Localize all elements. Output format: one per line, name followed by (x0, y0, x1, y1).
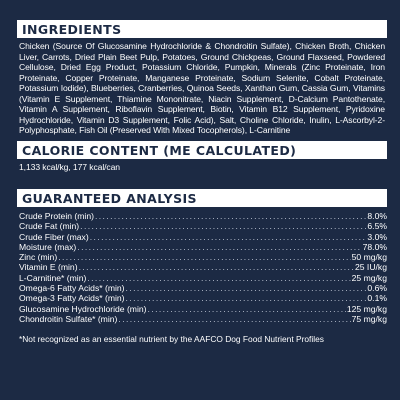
analysis-label: L-Carnitine* (min) (19, 272, 87, 283)
analysis-value: 75 mg/kg (351, 313, 387, 324)
leader-dots (87, 273, 350, 283)
analysis-row (19, 262, 387, 272)
leader-dots (58, 252, 350, 262)
analysis-heading: GUARANTEED ANALYSIS (17, 189, 387, 207)
analysis-row (19, 252, 387, 262)
leader-dots (126, 283, 367, 293)
analysis-row (19, 211, 387, 221)
leader-dots (118, 314, 350, 324)
analysis-row (19, 314, 387, 324)
analysis-table (17, 211, 387, 324)
leader-dots (126, 293, 367, 303)
analysis-row (19, 293, 387, 303)
analysis-label: Vitamin E (min) (19, 262, 78, 273)
analysis-value: 25 mg/kg (351, 272, 387, 283)
analysis-label: Chondroitin Sulfate* (min) (19, 313, 118, 324)
analysis-value: 78.0% (362, 241, 387, 252)
calorie-content: 1,133 kcal/kg, 177 kcal/can (19, 162, 120, 172)
analysis-section (17, 189, 387, 344)
analysis-value: 25 IU/kg (354, 262, 387, 273)
analysis-label: Crude Fiber (max) (19, 231, 89, 242)
aafco-footnote: *Not recognized as an essential nutrient by the AAFCO Dog Food Nutrient Profiles (19, 334, 324, 345)
analysis-label: Zinc (min) (19, 252, 58, 263)
leader-dots (90, 232, 367, 242)
leader-dots (95, 211, 366, 221)
ingredients-heading: INGREDIENTS (17, 20, 387, 38)
analysis-value: 50 mg/kg (351, 252, 387, 263)
calorie-section (17, 141, 387, 173)
analysis-value: 3.0% (367, 231, 387, 242)
leader-dots (79, 262, 354, 272)
leader-dots (77, 242, 361, 252)
analysis-value: 6.5% (367, 221, 387, 232)
analysis-label: Crude Protein (min) (19, 211, 94, 221)
analysis-label: Omega-3 Fatty Acids* (min) (19, 293, 125, 304)
analysis-value: 8.0% (367, 211, 387, 221)
calorie-heading: CALORIE CONTENT (ME CALCULATED) (17, 141, 387, 159)
leader-dots (148, 304, 346, 314)
ingredients-section (17, 20, 387, 136)
analysis-row (19, 221, 387, 231)
analysis-label: Glucosamine Hydrochloride (min) (19, 303, 147, 314)
analysis-row (19, 304, 387, 314)
analysis-row (19, 283, 387, 293)
analysis-label: Omega-6 Fatty Acids* (min) (19, 283, 125, 294)
analysis-label: Crude Fat (min) (19, 221, 80, 232)
analysis-label: Moisture (max) (19, 241, 77, 252)
analysis-row (19, 232, 387, 242)
ingredients-list: Chicken (Source Of Glucosamine Hydrochloride & Chondroitin Sulfate), Chicken Broth, Chicken Liver, Carrots, Dried Plain Beet Pulp, Potatoes, Ground Chickpeas, Ground Flaxseed, Powdered Cellulose, Dried Egg Product, Potassium Chloride, Pumpkin, Minerals (Zinc Proteinate, Iron Proteinate, Copper Proteinate, Manganese Proteinate, Sodium Selenite, Cobalt Proteinate, Potassium Iodide), Blueberries, Cranberries, Quinoa Seeds, Xanthan Gum, Cassia Gum, Vitamins (Vitamin E Supplement, Thiamine Mononitrate, Niacin Supplement, D-Calcium Pantothenate, Vitamin A Supplement, Riboflavin Supplement, Biotin, Vitamin B12 Supplement, Pyridoxine Hydrochloride, Vitamin D3 Supplement, Folic Acid), Salt, Choline Chloride, Inulin, L-Ascorbyl-2-Polyphosphate, Fish Oil (Preserved With Mixed Tocopherols), L-Carnitine (19, 41, 385, 135)
leader-dots (80, 221, 366, 231)
analysis-value: 0.6% (367, 283, 387, 294)
analysis-value: 0.1% (367, 293, 387, 304)
analysis-row (19, 273, 387, 283)
analysis-row (19, 242, 387, 252)
analysis-value: 125 mg/kg (346, 303, 387, 314)
